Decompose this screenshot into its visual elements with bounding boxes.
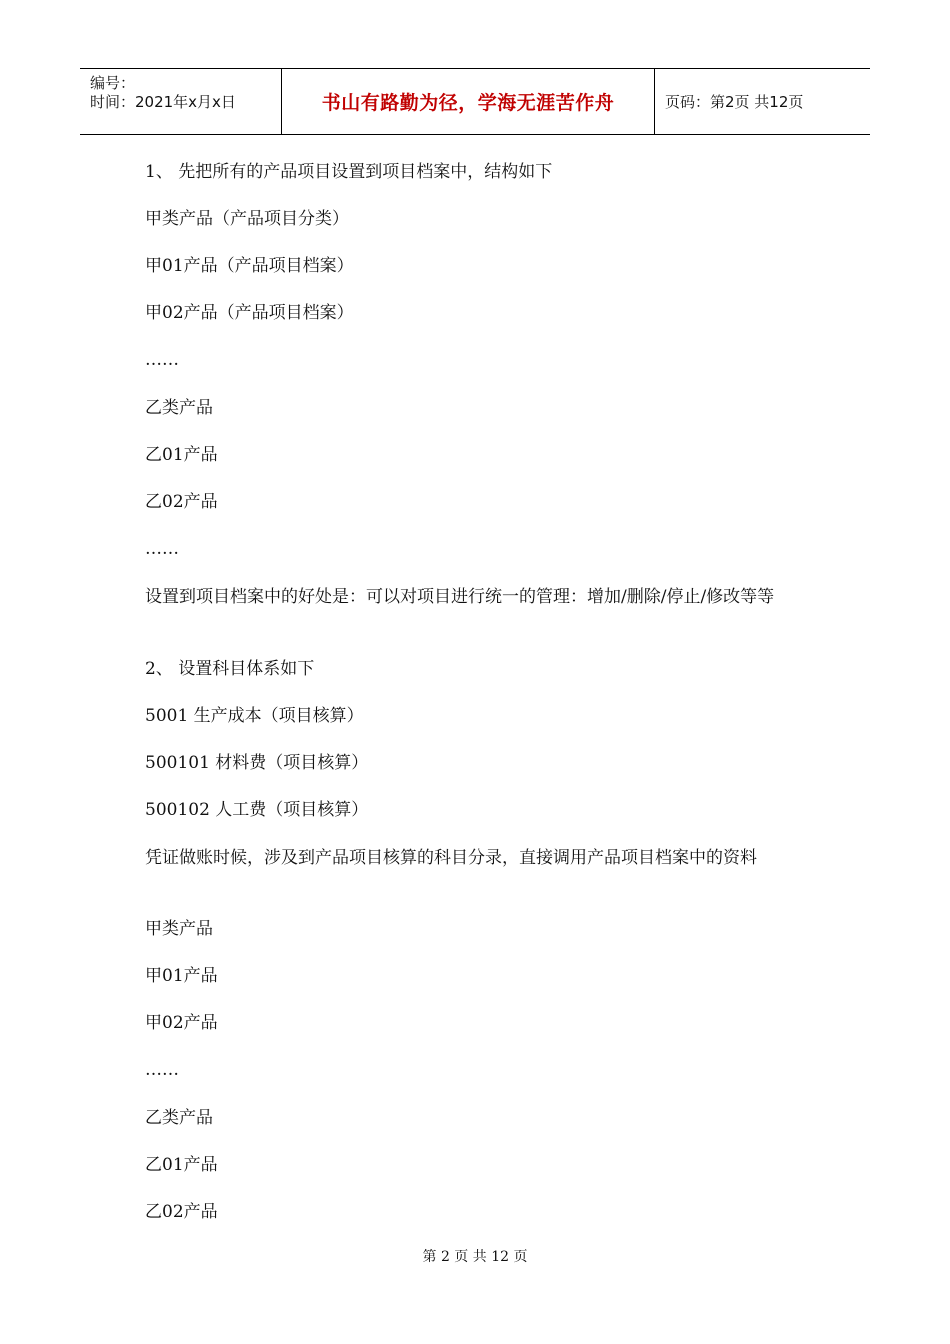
page-footer [0,1246,950,1266]
paragraph: 设置到项目档案中的好处是：可以对项目进行统一的管理：增加/删除/停止/修改等等 [145,587,775,607]
paragraph: 2、 设置科目体系如下 [145,659,315,679]
paragraph: 乙01产品 [145,1155,218,1175]
paragraph: 甲类产品 [145,919,213,939]
ellipsis: …… [145,539,179,559]
paragraph: 乙类产品 [145,1108,213,1128]
paragraph: 500102 人工费（项目核算） [145,800,369,820]
paragraph: 乙01产品 [145,445,218,465]
paragraph: 500101 材料费（项目核算） [145,753,369,773]
footer-page-number: 第 2 页 共 12 页 [422,1249,528,1265]
page-header [80,68,870,135]
paragraph: 凭证做账时候，涉及到产品项目核算的科目分录，直接调用产品项目档案中的资料 [145,848,757,868]
time-label: 时间：2021年x月x日 [90,93,236,111]
header-meta-cell [80,69,282,134]
paragraph: 甲02产品（产品项目档案） [145,303,354,323]
paragraph: 甲类产品（产品项目分类） [145,209,349,229]
header-motto-cell [282,69,655,134]
paragraph: 甲02产品 [145,1013,218,1033]
paragraph: 乙02产品 [145,1202,218,1222]
ellipsis: …… [145,1060,179,1080]
serial-label: 编号： [90,74,136,92]
ellipsis: …… [145,350,179,370]
paragraph: 甲01产品（产品项目档案） [145,256,354,276]
paragraph: 甲01产品 [145,966,218,986]
page-info: 页码：第2页 共12页 [665,93,804,111]
paragraph: 乙类产品 [145,398,213,418]
motto-text: 书山有路勤为径，学海无涯苦作舟 [321,92,615,114]
paragraph: 乙02产品 [145,492,218,512]
header-page-cell [655,69,870,134]
paragraph: 5001 生产成本（项目核算） [145,706,364,726]
paragraph: 1、 先把所有的产品项目设置到项目档案中，结构如下 [145,162,553,182]
